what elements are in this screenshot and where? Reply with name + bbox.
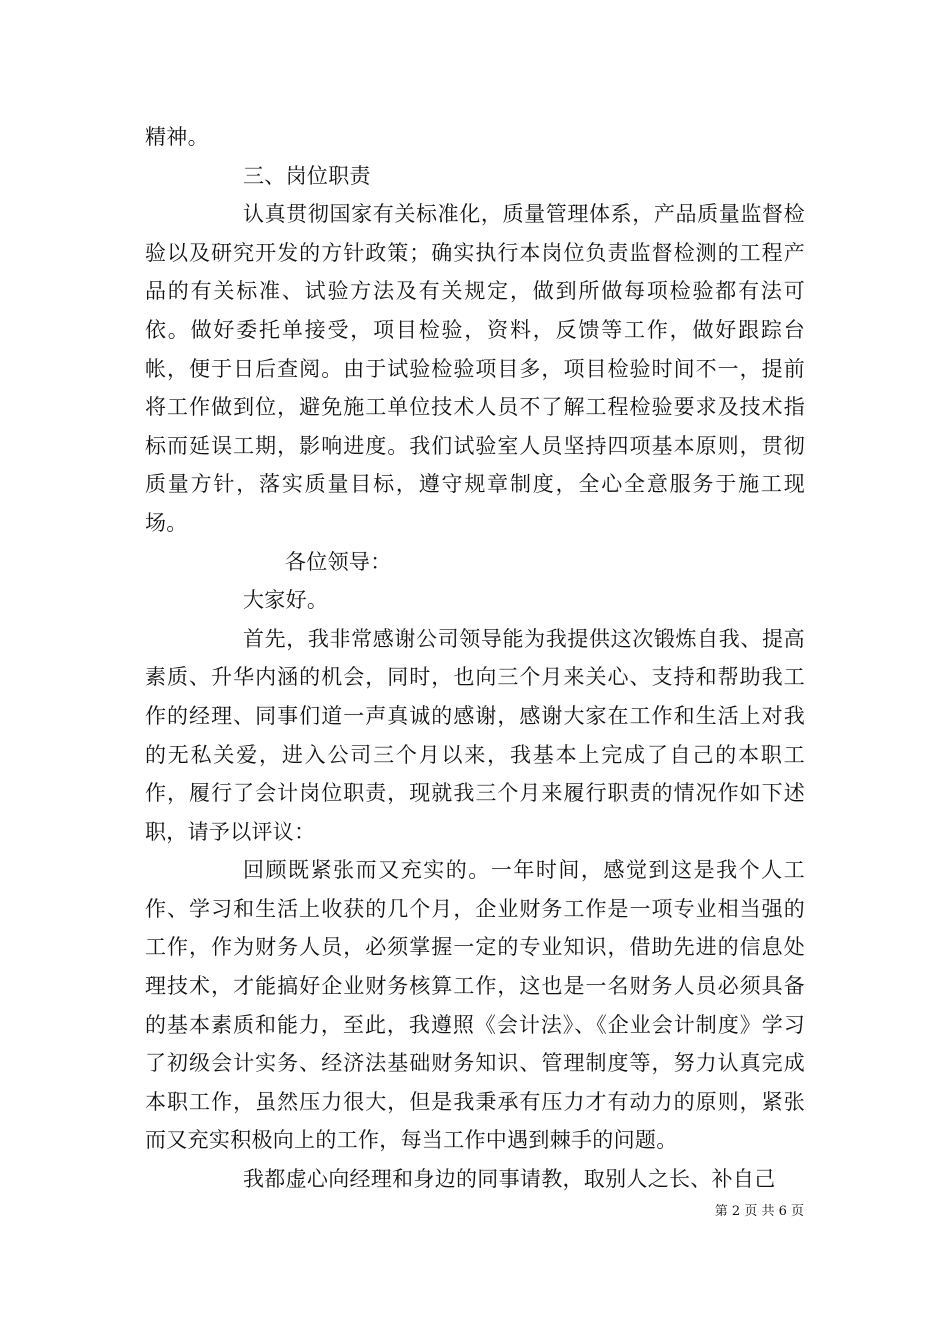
paragraph-thanks: 首先，我非常感谢公司领导能为我提供这次锻炼自我、提高素质、升华内涵的机会，同时，也向三个月来关心、支持和帮助我工作的经理、同事们道一声真诚的感谢，感谢大家在工作和生活上对我的无私关爱，进入公司三个月以来，我基本上完成了自己的本职工作，履行了会计岗位职责，现就我三个月来履行职责的情况作如下述职，请予以评议： xyxy=(145,626,805,844)
paragraph-review: 回顾既紧张而又充实的。一年时间，感觉到这是我个人工作、学习和生活上收获的几个月，企业财务工作是一项专业相当强的工作，作为财务人员，必须掌握一定的专业知识，借助先进的信息处理技术，才能搞好企业财务核算工作，这也是一名财务人员必须具备的基本素质和能力，至此，我遵照《会计法》、《企业会计制度》学习了初级会计实务、经济法基础财务知识、管理制度等，努力认真完成本职工作，虽然压力很大，但是我秉承有压力才有动力的原则，紧张而又充实积极向上的工作，每当工作中遇到棘手的问题。 xyxy=(145,858,805,1153)
document-body xyxy=(145,118,805,1199)
paragraph-learning: 我都虚心向经理和身边的同事请教，取别人之长、补自己 xyxy=(243,1167,776,1192)
section-heading: 三、岗位职责 xyxy=(243,163,371,188)
paragraph-continuation: 精神。 xyxy=(145,125,209,149)
salutation: 各位领导： xyxy=(285,549,392,574)
paragraph-duties: 认真贯彻国家有关标准化，质量管理体系，产品质量监督检验以及研究开发的方针政策；确实执行本岗位负责监督检测的工程产品的有关标准、试验方法及有关规定，做到所做每项检验都有法可依。做好委托单接受，项目检验，资料，反馈等工作，做好跟踪台帐，便于日后查阅。由于试验检验项目多，项目检验时间不一，提前将工作做到位，避免施工单位技术人员不了解工程检验要求及技术指标而延误工期，影响进度。我们试验室人员坚持四项基本原则，贯彻质量方针，落实质量目标，遵守规章制度，全心全意服务于施工现场。 xyxy=(145,202,805,535)
greeting: 大家好。 xyxy=(243,588,329,613)
page-number: 第 2 页 共 6 页 xyxy=(714,1204,804,1219)
